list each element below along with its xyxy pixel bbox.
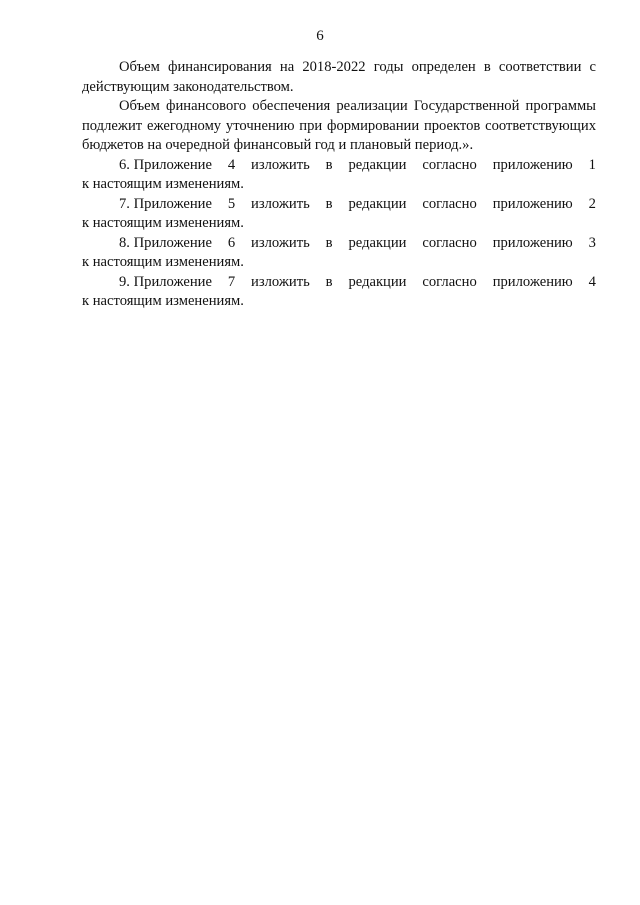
list-item <box>82 195 596 234</box>
item-word: редакции <box>348 195 407 212</box>
item-word: приложению <box>492 234 573 251</box>
item-word: 4 <box>227 156 236 173</box>
item-number: 9. <box>119 273 130 290</box>
item-number: 7. <box>119 195 130 212</box>
item-word: приложению <box>492 156 573 173</box>
item-line <box>82 234 596 254</box>
item-word: приложению <box>492 195 573 212</box>
item-word: согласно <box>422 234 477 251</box>
item-word: согласно <box>422 195 477 212</box>
item-word: редакции <box>348 234 407 251</box>
item-number-and-word <box>119 195 212 215</box>
item-word: приложению <box>492 273 573 290</box>
item-line <box>82 156 596 176</box>
item-continuation: к настоящим изменениям. <box>82 293 244 309</box>
item-word: 7 <box>227 273 236 290</box>
item-continuation: к настоящим изменениям. <box>82 176 244 192</box>
item-word: изложить <box>251 234 310 251</box>
item-number: 8. <box>119 234 130 251</box>
item-word: 6 <box>227 234 236 251</box>
item-word: 3 <box>588 234 596 251</box>
item-continuation: к настоящим изменениям. <box>82 254 244 270</box>
item-word: изложить <box>251 156 310 173</box>
page-number: 6 <box>316 28 324 44</box>
document-body <box>82 58 596 312</box>
item-word: в <box>325 234 333 251</box>
item-line <box>82 273 596 293</box>
item-word: 5 <box>227 195 236 212</box>
item-word: Приложение <box>133 234 212 251</box>
item-word: 4 <box>588 273 596 290</box>
item-word: согласно <box>422 156 477 173</box>
item-number-and-word <box>119 156 212 176</box>
item-word: в <box>325 195 333 212</box>
list-item <box>82 156 596 195</box>
item-word: Приложение <box>133 195 212 212</box>
paragraph-financing-volume: Объем финансирования на 2018-2022 годы определен в соответствии с действующим законодательством. <box>82 59 596 95</box>
item-number: 6. <box>119 156 130 173</box>
item-line <box>82 195 596 215</box>
item-number-and-word <box>119 234 212 254</box>
paragraph-financial-provision: Объем финансового обеспечения реализации Государственной программы подлежит ежегодному уточнению при формировании проектов соответствующих бюджетов на очередной финансовый год и плановый период.». <box>82 98 596 153</box>
item-number-and-word <box>119 273 212 293</box>
item-word: 2 <box>588 195 596 212</box>
item-word: изложить <box>251 273 310 290</box>
item-continuation: к настоящим изменениям. <box>82 215 244 231</box>
item-word: в <box>325 273 333 290</box>
item-word: изложить <box>251 195 310 212</box>
item-word: Приложение <box>133 156 212 173</box>
list-item <box>82 234 596 273</box>
item-word: редакции <box>348 273 407 290</box>
item-word: редакции <box>348 156 407 173</box>
list-item <box>82 273 596 312</box>
item-word: согласно <box>422 273 477 290</box>
item-word: Приложение <box>133 273 212 290</box>
item-word: 1 <box>588 156 596 173</box>
item-word: в <box>325 156 333 173</box>
